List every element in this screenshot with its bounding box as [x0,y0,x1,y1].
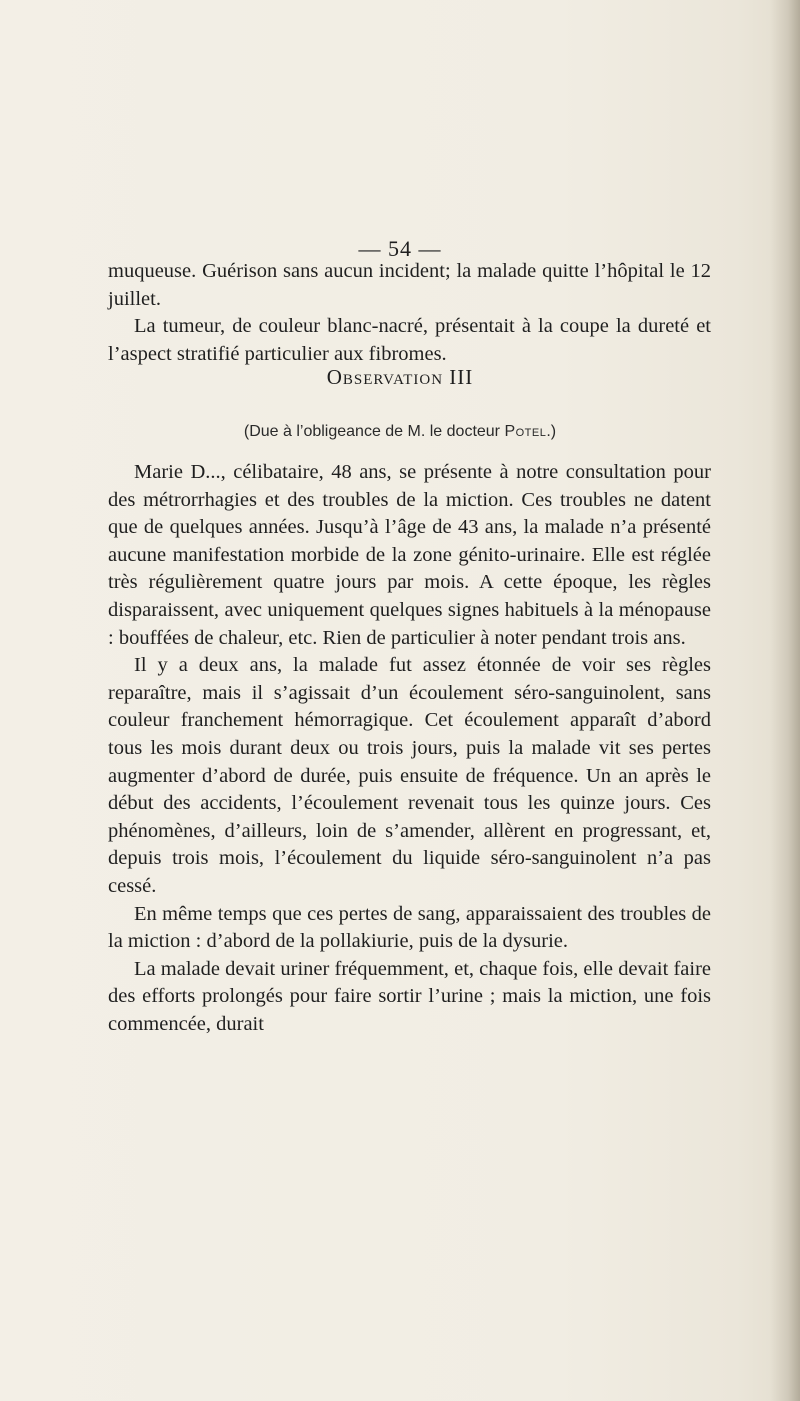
body-paragraph-3: En même temps que ces pertes de sang, apparaissaient des troubles de la miction : d’abord de la pollakiurie, puis de la dysurie. [108,902,711,953]
observation-title: Observation III [326,365,474,389]
page-edge-shadow [770,0,800,1401]
intro-paragraph-2: La tumeur, de couleur blanc-nacré, présentait à la coupe la dureté et l’aspect stratifié particulier aux fibromes. [108,315,711,365]
body-paragraph-4: La malade devait uriner fréquemment, et, chaque fois, elle devait faire des efforts prolongés pour faire sortir l’urine ; mais la miction, une fois commencée, durait [108,957,711,1035]
body-paragraph-1: Marie D..., célibataire, 48 ans, se présente à notre consultation pour des métrorrhagies et des troubles de la miction. Ces troubles ne datent que de quelques années. Jusqu’à l’âge de 43 ans, la malade n’a présenté aucune manifestation morbide de la zone génito-urinaire. Elle est réglée très régulièrement quatre jours par mois. A cette époque, les règles disparaissent, avec uniquement quelques signes habituels à la ménopause : bouffées de chaleur, etc. Rien de particulier à noter pendant trois ans. [108,461,711,649]
body-paragraph-2: Il y a deux ans, la malade fut assez étonnée de voir ses règles reparaître, mais il s’agissait d’un écoulement séro-sanguinolent, sans couleur franchement hémorragique. Cet écoulement apparaît d’abord tous les mois durant deux ou trois jours, puis la malade vit ses pertes augmenter d’abord de durée, puis ensuite de fréquence. Un an après le début des accidents, l’écoulement revenait tous les quinze jours. Ces phénomènes, d’ailleurs, loin de s’amender, allèrent en progressant, et, depuis trois mois, l’écoulement du liquide séro-sanguinolent n’a pas cessé. [108,654,711,897]
page-number: — 54 — [358,236,442,261]
observation-body [108,459,711,1038]
credit-name: Potel [504,423,547,440]
intro-text [108,258,711,368]
observation-credit [0,423,800,441]
credit-suffix: .) [546,423,557,440]
credit-prefix: (Due à l’obligeance de M. le docteur [243,423,505,440]
intro-paragraph-1: muqueuse. Guérison sans aucun incident; la malade quitte l’hôpital le 12 juillet. [108,260,711,310]
